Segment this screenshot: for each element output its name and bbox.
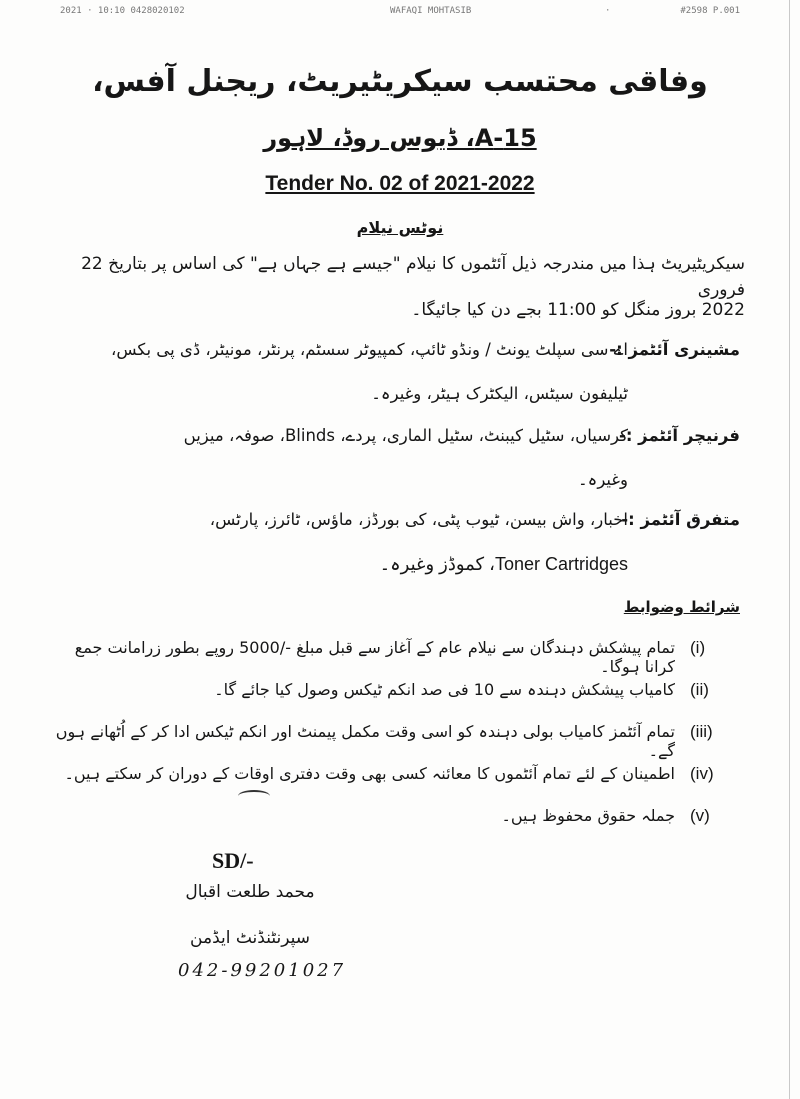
machinery-text-cont: ٹیلیفون سیٹس، الیکٹرک ہیٹر، وغیرہ۔ <box>371 384 628 403</box>
condition-text: کامیاب پیشکش دہندہ سے 10 فی صد انکم ٹیکس وصول کیا جائے گا۔ <box>214 680 675 699</box>
office-address: 15-A، ڈیوس روڈ، لاہور <box>263 124 537 152</box>
condition-number: (ii) <box>690 680 709 699</box>
condition-number: (v) <box>690 806 710 825</box>
machinery-text: اے سی سپلٹ یونٹ / ونڈو ٹائپ، کمپیوٹر سسٹم، پرنٹر، مونیٹر، ڈی پی بکس، <box>111 340 628 359</box>
condition-item <box>50 806 740 836</box>
fax-header-right: #2598 P.001 <box>680 6 740 16</box>
pen-mark <box>238 790 270 802</box>
furniture-text-cont: وغیرہ۔ <box>577 470 628 489</box>
fax-header-middle: WAFAQI MOHTASIB <box>390 6 472 16</box>
condition-item <box>50 764 740 794</box>
misc-text-cont: Toner Cartridges، کموڈز وغیرہ۔ <box>379 554 628 574</box>
fax-header-left: 2021 · 10:10 0428020102 <box>60 6 185 16</box>
machinery-label: مشینری آئٹمز :- <box>609 340 740 359</box>
tender-number: Tender No. 02 of 2021-2022 <box>265 172 535 195</box>
condition-text: تمام آئٹمز کامیاب بولی دہندہ کو اسی وقت مکمل پیمنٹ اور انکم ٹیکس ادا کر کے اُٹھانے ہوں گے۔ <box>55 722 675 760</box>
intro-line-1: سیکریٹیریٹ ہذا میں مندرجہ ذیل آئٹموں کا نیلام "جیسے ہے جہاں ہے" کی اساس پر بتاریخ 22 فروری <box>81 254 745 300</box>
scan-edge <box>789 0 790 1099</box>
condition-number: (i) <box>690 638 706 657</box>
misc-label: متفرق آئٹمز :- <box>621 510 740 529</box>
condition-text: جملہ حقوق محفوظ ہیں۔ <box>501 806 675 825</box>
signer-phone: 042-99201027 <box>178 960 347 981</box>
notice-title: نوٹس نیلام <box>356 218 444 237</box>
condition-number: (iv) <box>690 764 714 783</box>
condition-item <box>50 722 740 760</box>
signature-sd: SD/- <box>212 848 254 873</box>
office-title: وفاقی محتسب سیکریٹیریٹ، ریجنل آفس، <box>92 64 708 99</box>
condition-text: تمام پیشکش دہندگان سے نیلام عام کے آغاز سے قبل مبلغ -/5000 روپے بطور زرامانت جمع کرانا ہوگا۔ <box>74 638 675 676</box>
condition-item <box>50 680 740 710</box>
furniture-text: کرسیاں، سٹیل کیبنٹ، سٹیل الماری، پردے، Blinds، صوفہ، میزیں <box>183 426 628 445</box>
conditions-title: شرائط وضوابط <box>623 598 740 616</box>
misc-text: اخبار، واش بیسن، ٹیوب پٹی، کی بورڈز، ماؤس، ٹائرز، پارٹس، <box>209 510 628 529</box>
condition-text: اطمینان کے لئے تمام آئٹموں کا معائنہ کسی بھی وقت دفتری اوقات کے دوران کر سکتے ہیں۔ <box>64 764 675 783</box>
furniture-label: فرنیچر آئٹمز :- <box>618 426 740 445</box>
condition-number: (iii) <box>690 722 713 741</box>
intro-line-2: 2022 بروز منگل کو 11:00 بجے دن کیا جائیگا۔ <box>411 300 745 320</box>
fax-header <box>60 6 740 20</box>
signer-designation: سپرنٹنڈنٹ ایڈمن <box>190 928 310 948</box>
condition-item <box>50 638 740 676</box>
signer-name: محمد طلعت اقبال <box>185 882 315 902</box>
fax-header-dot: · <box>605 6 611 16</box>
